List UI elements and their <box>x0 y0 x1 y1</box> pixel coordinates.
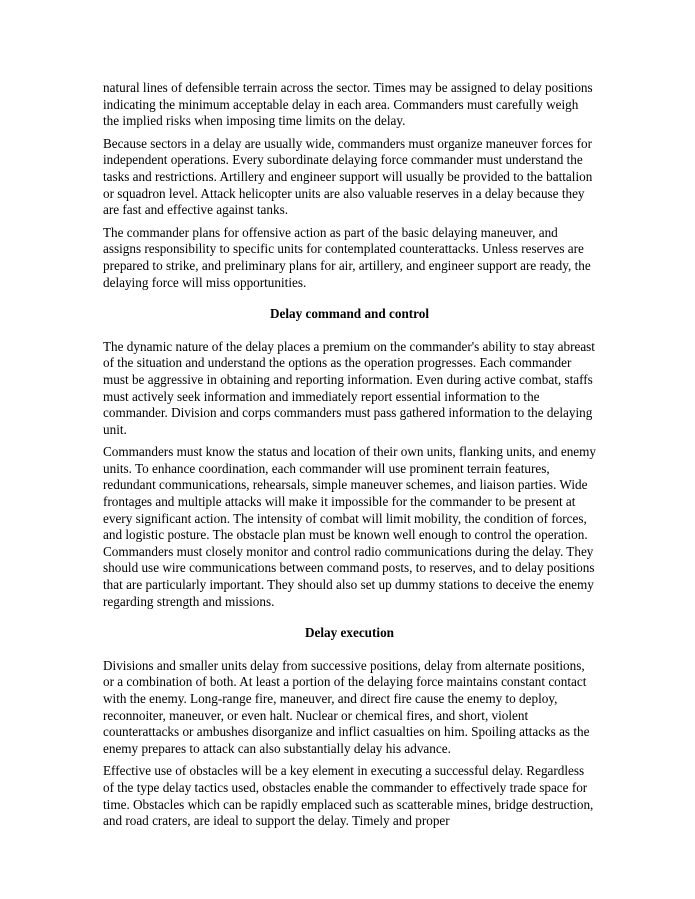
paragraph-intro-2: Because sectors in a delay are usually wide, commanders must organize maneuver forces for independent operations. Every subordinate delaying force commander must understand the tasks and restrictions. Artillery and engineer support will usually be provided to the battalion or squadron level. Attack helicopter units are also valuable reserves in a delay because they are fast and effective against tanks. <box>103 135 593 218</box>
paragraph-execution-1: Divisions and smaller units delay from successive positions, delay from alternate positions, or a combination of both. At least a portion of the delaying force maintains constant contact with the enemy. Long-range fire, maneuver, and direct fire cause the enemy to deploy, reconnoiter, maneuver, or even halt. Nuclear or chemical fires, and short, violent counterattacks or ambushes disorganize and inflict casualties on him. Spoiling attacks as the enemy prepares to attack can also substantially delay his advance. <box>103 657 590 756</box>
paragraph-command-1: The dynamic nature of the delay places a premium on the commander's ability to stay abreast of the situation and understand the options as the operation progresses. Each commander must be aggressive in obtaining and reporting information. Even during active combat, staffs must actively seek information and immediately report essential information to the commander. Division and corps commanders must pass gathered information to the delaying unit. <box>103 338 595 437</box>
section-heading-execution: Delay execution <box>305 625 394 641</box>
paragraph-intro-3: The commander plans for offensive action as part of the basic delaying maneuver, and assigns responsibility to specific units for contemplated counterattacks. Unless reserves are prepared to strike, and preliminary plans for air, artillery, and engineer support are ready, the delaying force will miss opportunities. <box>103 224 591 290</box>
paragraph-execution-2: Effective use of obstacles will be a key element in executing a successful delay. Regardless of the type delay tactics used, obstacles enable the commander to effectively trade space for time. Obstacles which can be rapidly emplaced such as scatterable mines, bridge destruction, and road craters, are ideal to support the delay. Timely and proper <box>103 763 594 829</box>
section-heading-command-control: Delay command and control <box>269 306 430 322</box>
paragraph-intro-1: natural lines of defensible terrain across the sector. Times may be assigned to delay positions indicating the minimum acceptable delay in each area. Commanders must carefully weigh the implied risks when imposing time limits on the delay. <box>103 80 593 129</box>
paragraph-command-2: Commanders must know the status and location of their own units, flanking units, and enemy units. To enhance coordination, each commander will use prominent terrain features, redundant communications, rehearsals, simple maneuver schemes, and liaison parties. Wide frontages and multiple attacks will make it impossible for the commander to be present at every significant action. The intensity of combat will limit mobility, the condition of forces, and logistic posture. The obstacle plan must be known well enough to control the operation. Commanders must closely monitor and control radio communications during the delay. They should use wire communications between command posts, to reserves, and to delay positions that are particularly important. They should also set up dummy stations to deceive the enemy regarding strength and missions. <box>103 444 596 609</box>
page-body <box>103 80 596 836</box>
